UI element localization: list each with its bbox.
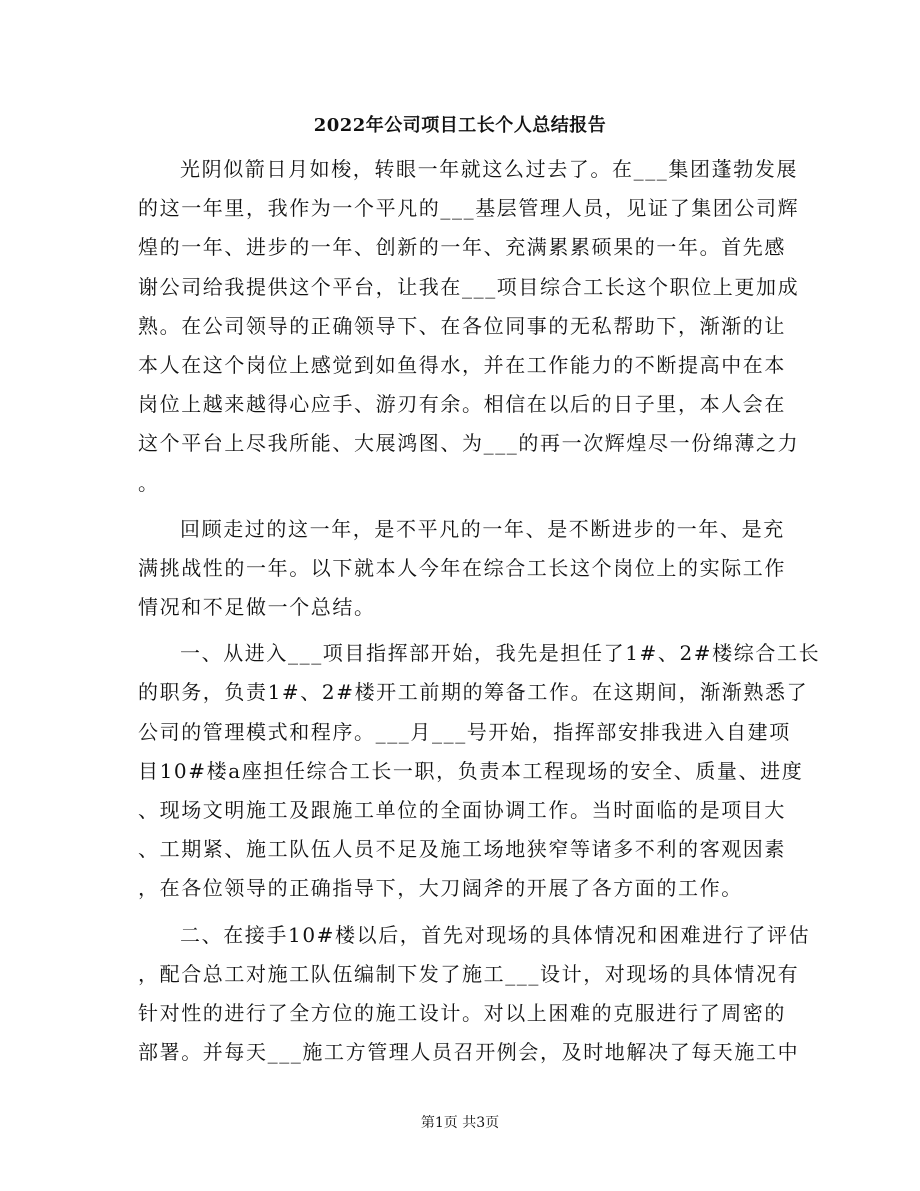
paragraph-line: 回顾走过的这一年，是不平凡的一年、是不断进步的一年、是充 (180, 516, 785, 541)
paragraph-line: ，在各位领导的正确指导下，大刀阔斧的开展了各方面的工作。 (138, 876, 743, 901)
paragraph-line: 煌的一年、进步的一年、创新的一年、充满累累硕果的一年。首先感 (138, 235, 786, 260)
paragraph-line: 满挑战性的一年。以下就本人今年在综合工长这个岗位上的实际工作 (138, 555, 786, 580)
paragraph-line: 谢公司给我提供这个平台，让我在___项目综合工长这个职位上更加成 (138, 274, 800, 299)
paragraph-line: 岗位上越来越得心应手、游刃有余。相信在以后的日子里，本人会在 (138, 392, 786, 417)
paragraph-line: 、工期紧、施工队伍人员不足及施工场地狭窄等诸多不利的客观因素 (138, 837, 786, 862)
paragraph-line: ，配合总工对施工队伍编制下发了施工___设计，对现场的具体情况有 (138, 961, 800, 986)
page-number-footer: 第1页 共3页 (420, 1115, 500, 1131)
paragraph-line: 目10#楼a座担任综合工长一职，负责本工程现场的安全、质量、进度 (138, 758, 804, 783)
paragraph-line: 一、从进入___项目指挥部开始，我先是担任了1#、2#楼综合工长 (180, 641, 821, 666)
paragraph-line: 部署。并每天___施工方管理人员召开例会，及时地解决了每天施工中 (138, 1040, 800, 1065)
paragraph-line: 这个平台上尽我所能、大展鸿图、为___的再一次辉煌尽一份绵薄之力 (138, 431, 800, 456)
paragraph-line: 光阴似箭日月如梭，转眼一年就这么过去了。在___集团蓬勃发展 (180, 157, 798, 181)
paragraph-line: 、现场文明施工及跟施工单位的全面协调工作。当时面临的是项目大 (138, 798, 786, 822)
document-body (138, 150, 821, 1072)
paragraph-line: 二、在接手10#楼以后，首先对现场的具体情况和困难进行了评估 (180, 922, 811, 947)
paragraph-line: 的职务，负责1#、2#楼开工前期的筹备工作。在这期间，渐渐熟悉了 (138, 680, 809, 705)
document-title: 2022年公司项目工长个人总结报告 (313, 115, 607, 136)
paragraph-line: 公司的管理模式和程序。___月___号开始，指挥部安排我进入自建项 (138, 719, 791, 744)
paragraph-line: 本人在这个岗位上感觉到如鱼得水，并在工作能力的不断提高中在本 (138, 352, 786, 377)
paragraph-line: 。 (138, 470, 160, 495)
paragraph-line: 情况和不足做一个总结。 (138, 595, 376, 620)
paragraph-line: 针对性的进行了全方位的施工设计。对以上困难的克服进行了周密的 (138, 1000, 786, 1025)
paragraph-line: 熟。在公司领导的正确领导下、在各位同事的无私帮助下，渐渐的让 (138, 313, 786, 338)
paragraph-line: 的这一年里，我作为一个平凡的___基层管理人员，见证了集团公司辉 (138, 196, 800, 221)
